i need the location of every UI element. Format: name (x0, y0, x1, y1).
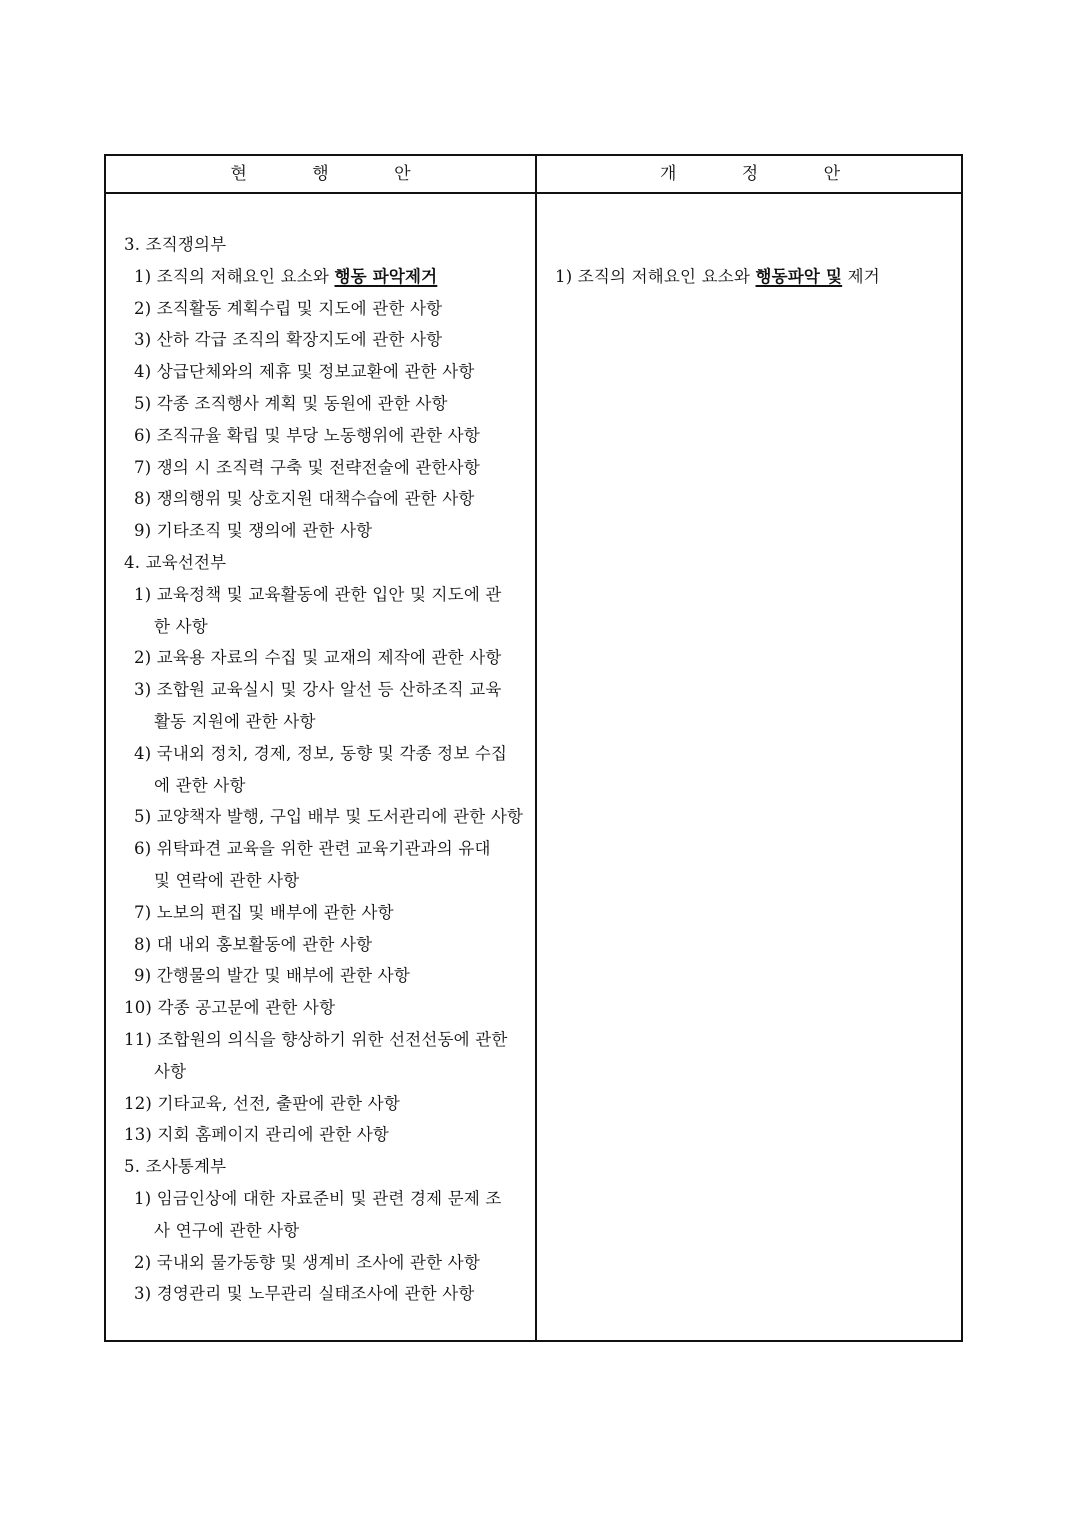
item-text: 노보의 편집 및 배부에 관한 사항 (156, 902, 394, 922)
comparison-table (104, 154, 963, 1342)
list-item (134, 743, 507, 765)
list-item (154, 1061, 186, 1083)
list-item (134, 361, 475, 383)
item-text: 교양책자 발행, 구입 배부 및 도서관리에 관한 사항 (156, 807, 524, 827)
item-text: 조직활동 계획수립 및 지도에 관한 사항 (156, 298, 443, 318)
item-text: 각종 공고문에 관한 사항 (157, 998, 336, 1018)
list-item (124, 1093, 400, 1115)
item-text: 활동 지원에 관한 사항 (154, 712, 316, 731)
item-text: 위탁파견 교육을 위한 관련 교육기관과의 유대 (156, 839, 491, 859)
list-item (134, 584, 502, 606)
item-number: 6) (134, 425, 157, 445)
list-item (124, 997, 335, 1019)
section-heading (124, 552, 226, 574)
item-text: 3. 조직쟁의부 (124, 235, 227, 254)
item-text: 4. 교육선전부 (124, 553, 227, 572)
list-item (134, 647, 502, 669)
list-item (134, 838, 491, 860)
item-text: 국내외 정치, 경제, 정보, 동향 및 각종 정보 수집 (156, 743, 508, 763)
item-text: 경영관리 및 노무관리 실태조사에 관한 사항 (156, 1284, 475, 1304)
list-item (134, 393, 448, 415)
list-item (134, 902, 394, 924)
item-text: 조직의 저해요인 요소와 (577, 266, 756, 286)
item-text: 각종 조직행사 계획 및 동원에 관한 사항 (156, 394, 448, 413)
item-text: 대 내외 홍보활동에 관한 사항 (156, 934, 373, 954)
item-number: 2) (134, 298, 157, 318)
item-number: 8) (134, 934, 157, 954)
item-number: 4) (134, 743, 157, 763)
item-text: 기타조직 및 쟁의에 관한 사항 (156, 521, 373, 541)
underlined-change: 행동 파악제거 (334, 266, 438, 286)
item-text: 쟁의행위 및 상호지원 대책수습에 관한 사항 (156, 489, 475, 509)
item-text: 조합원의 의식을 향상하기 위한 선전선동에 관한 (157, 1030, 508, 1049)
list-item (134, 425, 480, 447)
item-text: 상급단체와의 제휴 및 정보교환에 관한 사항 (156, 362, 475, 382)
item-number: 3) (134, 1284, 157, 1304)
item-text: 교육용 자료의 수집 및 교재의 제작에 관한 사항 (156, 648, 502, 668)
list-item (134, 1252, 480, 1274)
item-text: 쟁의 시 조직력 구축 및 전략전술에 관한사항 (156, 457, 480, 477)
item-text: 산하 각급 조직의 확장지도에 관한 사항 (156, 330, 443, 350)
item-text: 사항 (154, 1061, 187, 1081)
item-number: 1) (134, 1189, 157, 1208)
item-text-after: 제거 (842, 266, 880, 286)
list-item (134, 1283, 475, 1305)
item-text: 교육정책 및 교육활동에 관한 입안 및 지도에 관 (156, 584, 502, 604)
item-text: 및 연락에 관한 사항 (154, 871, 300, 890)
item-number: 1) (134, 266, 157, 286)
item-number: 1) (134, 584, 157, 604)
item-number: 2) (134, 1252, 157, 1272)
list-item (134, 329, 442, 351)
list-item (154, 870, 299, 892)
item-number: 7) (134, 457, 157, 477)
item-number: 5) (134, 807, 157, 827)
item-text: 국내외 물가동향 및 생계비 조사에 관한 사항 (156, 1252, 480, 1272)
item-number: 13) (124, 1125, 158, 1145)
item-number: 10) (124, 998, 158, 1018)
list-item (154, 775, 246, 797)
item-text: 지회 홈페이지 관리에 관한 사항 (157, 1125, 390, 1145)
section-heading (124, 1156, 226, 1178)
list-item (134, 679, 502, 701)
section-heading (124, 234, 226, 256)
item-text: 기타교육, 선전, 출판에 관한 사항 (157, 1093, 400, 1113)
list-item (134, 266, 437, 288)
item-number: 7) (134, 902, 157, 922)
list-item (134, 965, 410, 987)
item-number: 6) (134, 839, 157, 859)
list-item (154, 711, 316, 733)
item-number: 3) (134, 330, 157, 350)
item-text: 조직규율 확립 및 부당 노동행위에 관한 사항 (156, 425, 480, 445)
list-item (124, 1124, 389, 1146)
list-item (134, 457, 480, 479)
item-text: 에 관한 사항 (154, 775, 246, 795)
item-text: 사 연구에 관한 사항 (154, 1220, 300, 1240)
item-text: 한 사항 (154, 616, 208, 636)
underlined-change: 행동파악 및 (755, 266, 843, 286)
list-item (134, 806, 523, 828)
list-item (154, 1220, 299, 1242)
list-item (134, 298, 442, 320)
column-divider (535, 156, 537, 1340)
item-text: 5. 조사통계부 (124, 1157, 227, 1177)
item-number: 9) (134, 521, 157, 541)
section-heading (555, 266, 880, 288)
item-text: 임금인상에 대한 자료준비 및 관련 경제 문제 조 (156, 1189, 502, 1208)
list-item (134, 520, 372, 542)
item-number: 1) (555, 266, 578, 286)
list-item (154, 616, 208, 638)
item-number: 8) (134, 489, 157, 509)
item-text: 간행물의 발간 및 배부에 관한 사항 (156, 966, 410, 986)
table-header-row (106, 156, 961, 194)
list-item (134, 934, 372, 956)
item-number: 4) (134, 362, 157, 382)
item-number: 12) (124, 1093, 158, 1113)
item-number: 3) (134, 680, 157, 700)
list-item (134, 1188, 502, 1210)
list-item (124, 1029, 508, 1051)
item-number: 2) (134, 648, 157, 668)
item-text: 조직의 저해요인 요소와 (156, 266, 335, 286)
item-number: 11) (124, 1030, 158, 1049)
header-revised: 개 정 안 (659, 164, 871, 184)
header-current: 현 행 안 (230, 164, 441, 184)
item-number: 5) (134, 394, 157, 413)
item-text: 조합원 교육실시 및 강사 알선 등 산하조직 교육 (156, 680, 502, 700)
item-number: 9) (134, 966, 157, 986)
list-item (134, 488, 475, 510)
